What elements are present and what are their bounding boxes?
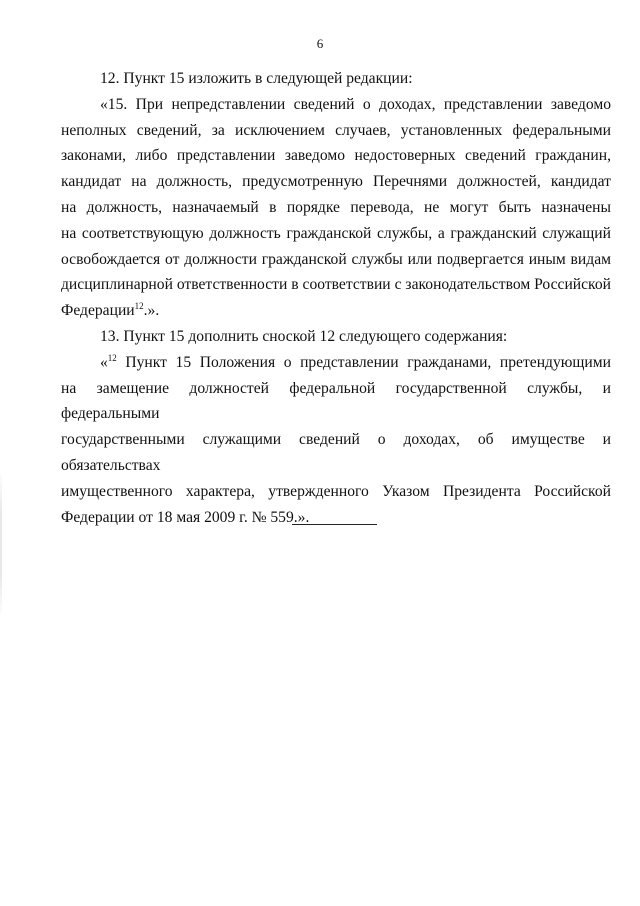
item-12-line: кандидат на должность, предусмотренную Перечнями должностей, кандидат (61, 173, 611, 191)
item-13-first-rest: Пункт 15 Положения о представлении гражданами, претендующими (116, 353, 611, 371)
footnote-ref-12: 12 (134, 301, 144, 312)
item-12-last-line (61, 298, 611, 324)
item-12-line: законами, либо представлении заведомо недостоверных сведений гражданин, (61, 147, 611, 165)
item-12-last-text: Федерации (61, 302, 135, 320)
item-13-open-quote: « (100, 353, 108, 371)
item-13-line: на замещение должностей федеральной государственной службы, и федеральными (61, 379, 611, 423)
item-12-line: на соответствующую должность гражданской службы, а гражданский служащий (61, 224, 611, 242)
item-13-line: имущественного характера, утвержденного Указом Президента Российской (61, 482, 611, 500)
item-12-line: освобождается от должности гражданской службы или подвергается иным видам (61, 250, 611, 268)
item-12-line: на должность, назначаемый в порядке перевода, не могут быть назначены (61, 198, 611, 216)
item-12-heading: 12. Пункт 15 изложить в следующей редакции: (100, 70, 413, 87)
document-body (61, 66, 611, 530)
item-12-line: «15. При непредставлении сведений о доходах, представлении заведомо (100, 95, 611, 113)
item-13-heading: 13. Пункт 15 дополнить сноской 12 следующего содержания: (100, 327, 508, 345)
item-12-line: неполных сведений, за исключением случаев, установленных федеральными (61, 121, 611, 139)
scan-edge-shadow (0, 470, 2, 620)
page-number: 6 (316, 36, 324, 51)
closing-rule (292, 524, 377, 525)
item-12-last-end: .». (143, 302, 160, 320)
footnote-mark-12: 12 (107, 352, 117, 363)
item-13-last-line: Федерации от 18 мая 2009 г. № 559.». (61, 508, 310, 526)
item-13-line: государственными служащими сведений о доходах, об имуществе и обязательствах (61, 431, 611, 474)
item-13-first-line (61, 350, 611, 376)
item-12-line: дисциплинарной ответственности в соответствии с законодательством Российской (61, 276, 611, 294)
